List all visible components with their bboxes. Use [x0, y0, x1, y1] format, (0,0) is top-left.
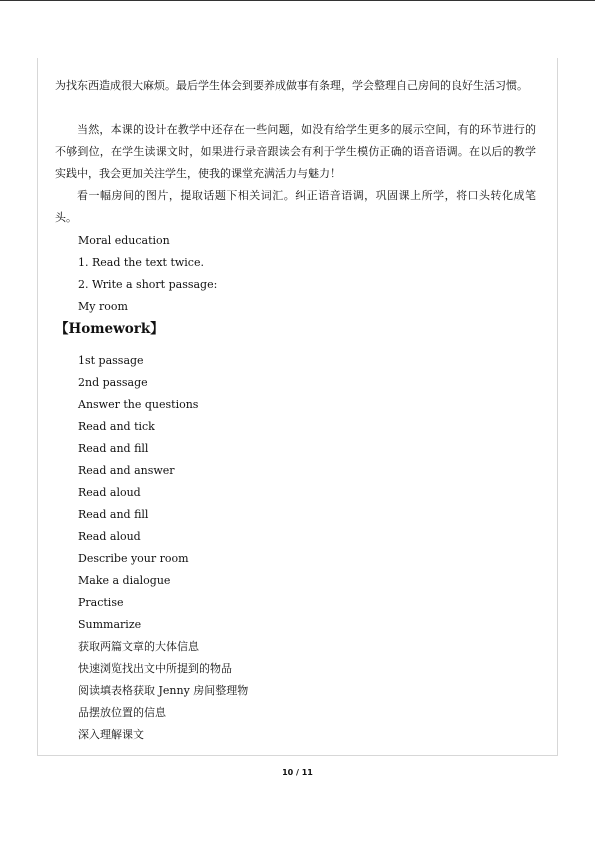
paragraph-2: 当然，本课的设计在教学中还存在一些问题，如没有给学生更多的展示空间，有的环节进行的不够到位，在学生读课文时，如果进行录音跟读会有利于学生模仿正确的语音语调。在以后的教学实践中，我会更加关注学生，使我的课堂充满活力与魅力！ — [55, 123, 536, 180]
list-item: Read aloud — [78, 486, 141, 499]
paragraph-1: 为找东西造成很大麻烦。最后学生体会到要养成做事有条理，学会整理自己房间的良好生活习惯。 — [55, 79, 528, 92]
list-item: Read and fill — [78, 508, 149, 521]
list-item: 获取两篇文章的大体信息 — [78, 640, 199, 653]
moral-item-1: 1. Read the text twice. — [78, 256, 204, 269]
paragraph-3: 看一幅房间的图片，提取话题下相关词汇。纠正语音语调，巩固课上所学，将口头转化成笔头。 — [55, 189, 536, 224]
list-item: 1st passage — [78, 354, 144, 367]
list-item: 深入理解课文 — [78, 728, 144, 741]
moral-item-2: 2. Write a short passage: — [78, 278, 218, 291]
list-item: Practise — [78, 596, 124, 609]
list-item: 品摆放位置的信息 — [78, 706, 166, 719]
list-item: Answer the questions — [78, 398, 199, 411]
list-item: Read and answer — [78, 464, 175, 477]
moral-item-3: My room — [78, 300, 128, 313]
list-item: 阅读填表格获取 Jenny 房间整理物 — [78, 684, 249, 697]
list-item: Read aloud — [78, 530, 141, 543]
moral-education-title: Moral education — [78, 234, 170, 247]
list-item: 2nd passage — [78, 376, 148, 389]
list-item: Read and tick — [78, 420, 155, 433]
list-item: 快速浏览找出文中所提到的物品 — [78, 662, 232, 675]
page-number: 10 / 11 — [282, 768, 313, 777]
list-item: Describe your room — [78, 552, 189, 565]
top-rule — [0, 0, 595, 1]
list-item: Summarize — [78, 618, 142, 631]
homework-heading: 【Homework】 — [55, 321, 164, 337]
list-item: Make a dialogue — [78, 574, 171, 587]
homework-list — [78, 350, 248, 746]
list-item: Read and fill — [78, 442, 149, 455]
